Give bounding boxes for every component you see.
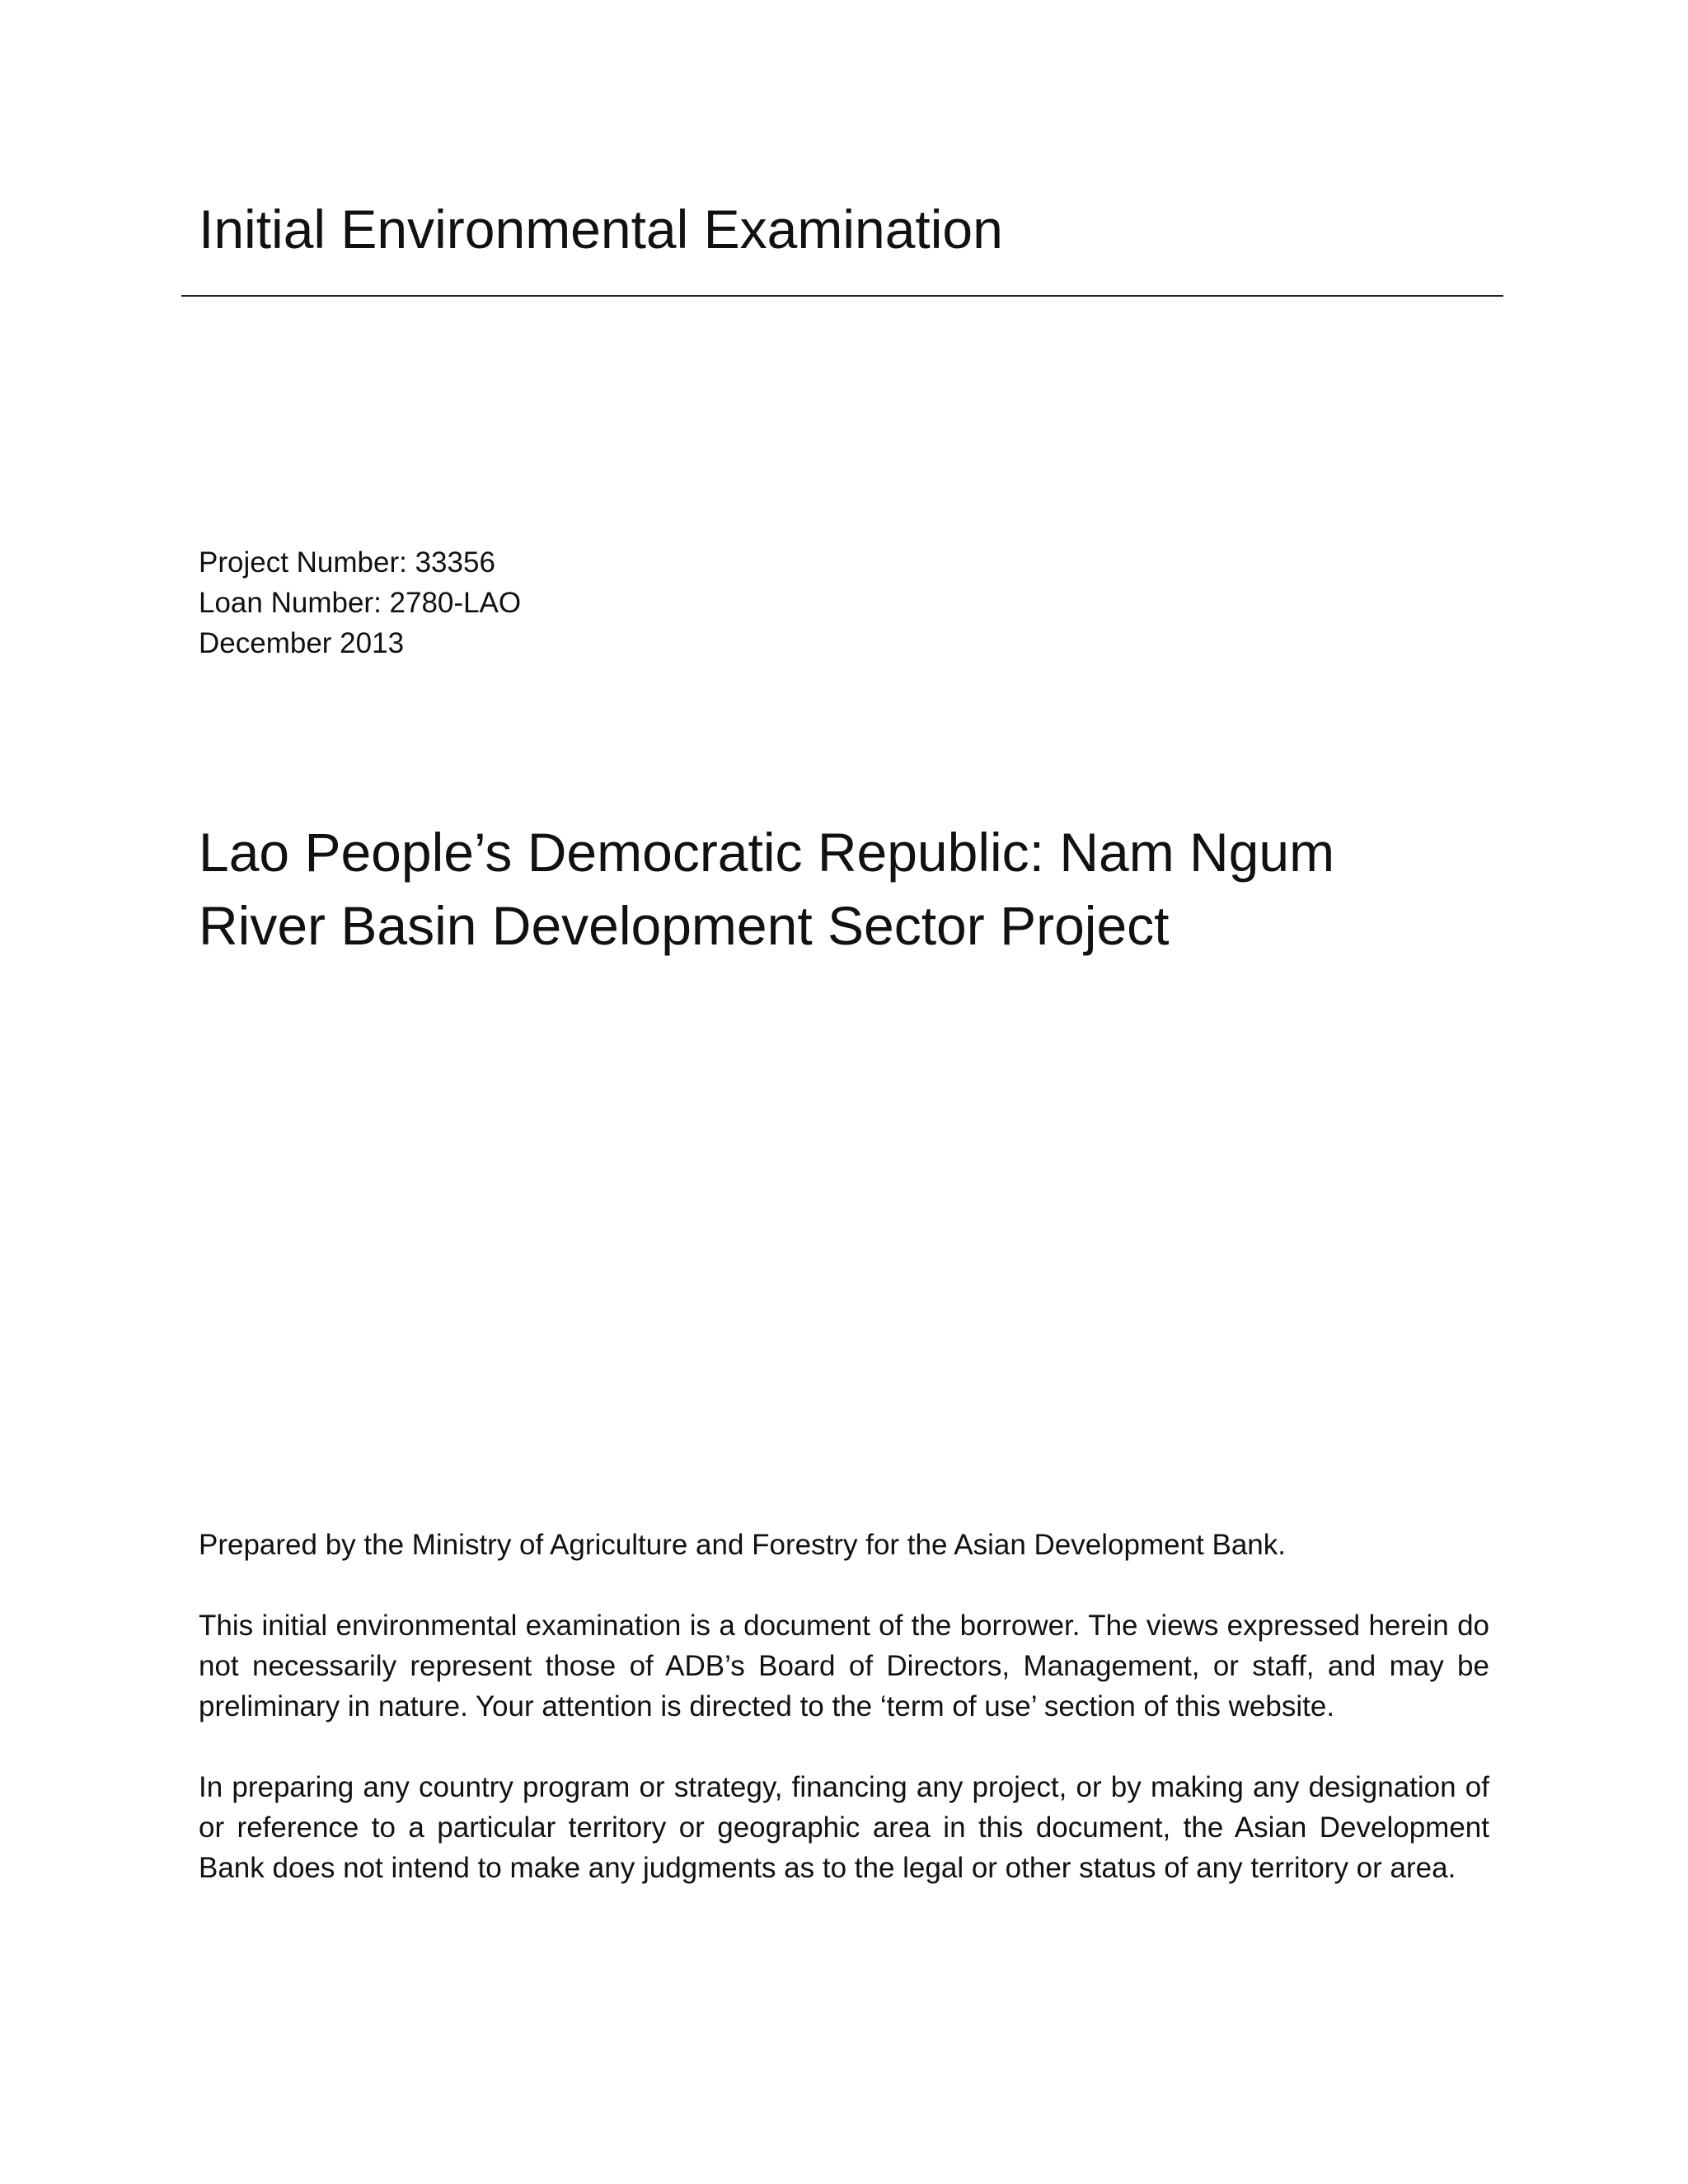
document-date: December 2013 <box>199 627 405 659</box>
borrower-disclaimer: This initial environmental examination is a document of the borrower. The views expressed herein do not necessarily represent those of ADB’s Board of Directors, Management, or staff, and may be preliminary in nature. Your attention is directed to the ‘term of use’ section of this website. <box>199 1610 1489 1722</box>
project-title <box>199 816 1517 963</box>
loan-number: Loan Number: 2780-LAO <box>199 587 522 619</box>
prepared-by-statement: Prepared by the Ministry of Agriculture and Forestry for the Asian Development Bank. <box>199 1529 1286 1561</box>
document-body <box>199 1525 1489 1929</box>
project-title-line-2: River Basin Development Sector Project <box>199 895 1170 956</box>
title-divider <box>181 295 1503 297</box>
document-title: Initial Environmental Examination <box>199 199 1003 260</box>
document-metadata <box>199 542 521 663</box>
project-number: Project Number: 33356 <box>199 546 495 579</box>
territory-notice: In preparing any country program or strategy, financing any project, or by making any designation of or reference to a particular territory or geographic area in this document, the Asian Development Bank does not intend to make any judgments as to the legal or other status of any territory or area. <box>199 1771 1489 1884</box>
project-title-line-1: Lao People’s Democratic Republic: Nam Ngum <box>199 822 1335 883</box>
